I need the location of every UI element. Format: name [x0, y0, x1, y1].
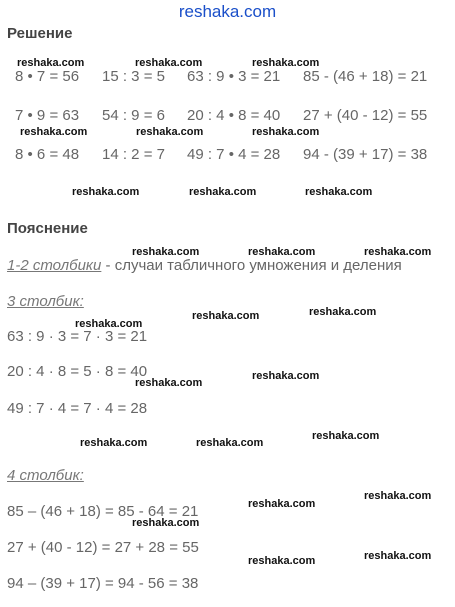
- col4-line: 27 + (40 - 12) = 27 + 28 = 55: [7, 539, 199, 556]
- explanation-heading: Пояснение: [7, 220, 88, 237]
- solution-cell: 85 - (46 + 18) = 21: [303, 68, 428, 85]
- watermark: reshaka.com: [80, 437, 148, 449]
- watermark: reshaka.com: [248, 498, 316, 510]
- watermark: reshaka.com: [17, 57, 85, 69]
- site-logo[interactable]: reshaka.com: [178, 2, 277, 21]
- watermark: reshaka.com: [364, 550, 432, 562]
- solution-cell: 14 : 2 = 7: [102, 146, 165, 163]
- watermark: reshaka.com: [364, 490, 432, 502]
- solution-cell: 27 + (40 - 12) = 55: [303, 107, 428, 124]
- watermark: reshaka.com: [75, 318, 143, 330]
- watermark: reshaka.com: [132, 246, 200, 258]
- watermark: reshaka.com: [248, 246, 316, 258]
- watermark: reshaka.com: [248, 555, 316, 567]
- watermark: reshaka.com: [20, 126, 88, 138]
- solution-heading: Решение: [7, 25, 73, 42]
- watermark: reshaka.com: [132, 517, 200, 529]
- watermark: reshaka.com: [305, 186, 373, 198]
- cols-1-2-link[interactable]: 1-2 столбики: [7, 257, 102, 274]
- solution-cell: 94 - (39 + 17) = 38: [303, 146, 428, 163]
- watermark: reshaka.com: [364, 246, 432, 258]
- solution-cell: 15 : 3 = 5: [102, 68, 165, 85]
- watermark: reshaka.com: [309, 306, 377, 318]
- col4-line: 85 – (46 + 18) = 85 - 64 = 21: [7, 503, 199, 520]
- solution-cell: 63 : 9 • 3 = 21: [187, 68, 281, 85]
- col3-line: 63 : 9 · 3 = 7 · 3 = 21: [7, 328, 148, 345]
- watermark: reshaka.com: [252, 126, 320, 138]
- watermark: reshaka.com: [196, 437, 264, 449]
- solution-cell: 8 • 7 = 56: [15, 68, 80, 85]
- solution-cell: 49 : 7 • 4 = 28: [187, 146, 281, 163]
- col4-title[interactable]: 4 столбик:: [7, 467, 84, 484]
- solution-cell: 20 : 4 • 8 = 40: [187, 107, 281, 124]
- watermark: reshaka.com: [252, 370, 320, 382]
- col3-line: 49 : 7 · 4 = 7 · 4 = 28: [7, 400, 148, 417]
- watermark: reshaka.com: [252, 57, 320, 69]
- watermark: reshaka.com: [189, 186, 257, 198]
- watermark: reshaka.com: [312, 430, 380, 442]
- col3-title[interactable]: 3 столбик:: [7, 293, 84, 310]
- col3-line: 20 : 4 · 8 = 5 · 8 = 40: [7, 363, 148, 380]
- watermark: reshaka.com: [192, 310, 260, 322]
- col4-line: 94 – (39 + 17) = 94 - 56 = 38: [7, 575, 199, 592]
- watermark: reshaka.com: [72, 186, 140, 198]
- watermark: reshaka.com: [135, 377, 203, 389]
- cols-1-2-text: - случаи табличного умножения и деления: [101, 257, 402, 274]
- cols-1-2-line: [7, 257, 402, 275]
- solution-cell: 8 • 6 = 48: [15, 146, 80, 163]
- watermark: reshaka.com: [135, 57, 203, 69]
- solution-cell: 54 : 9 = 6: [102, 107, 165, 124]
- watermark: reshaka.com: [136, 126, 204, 138]
- solution-cell: 7 • 9 = 63: [15, 107, 80, 124]
